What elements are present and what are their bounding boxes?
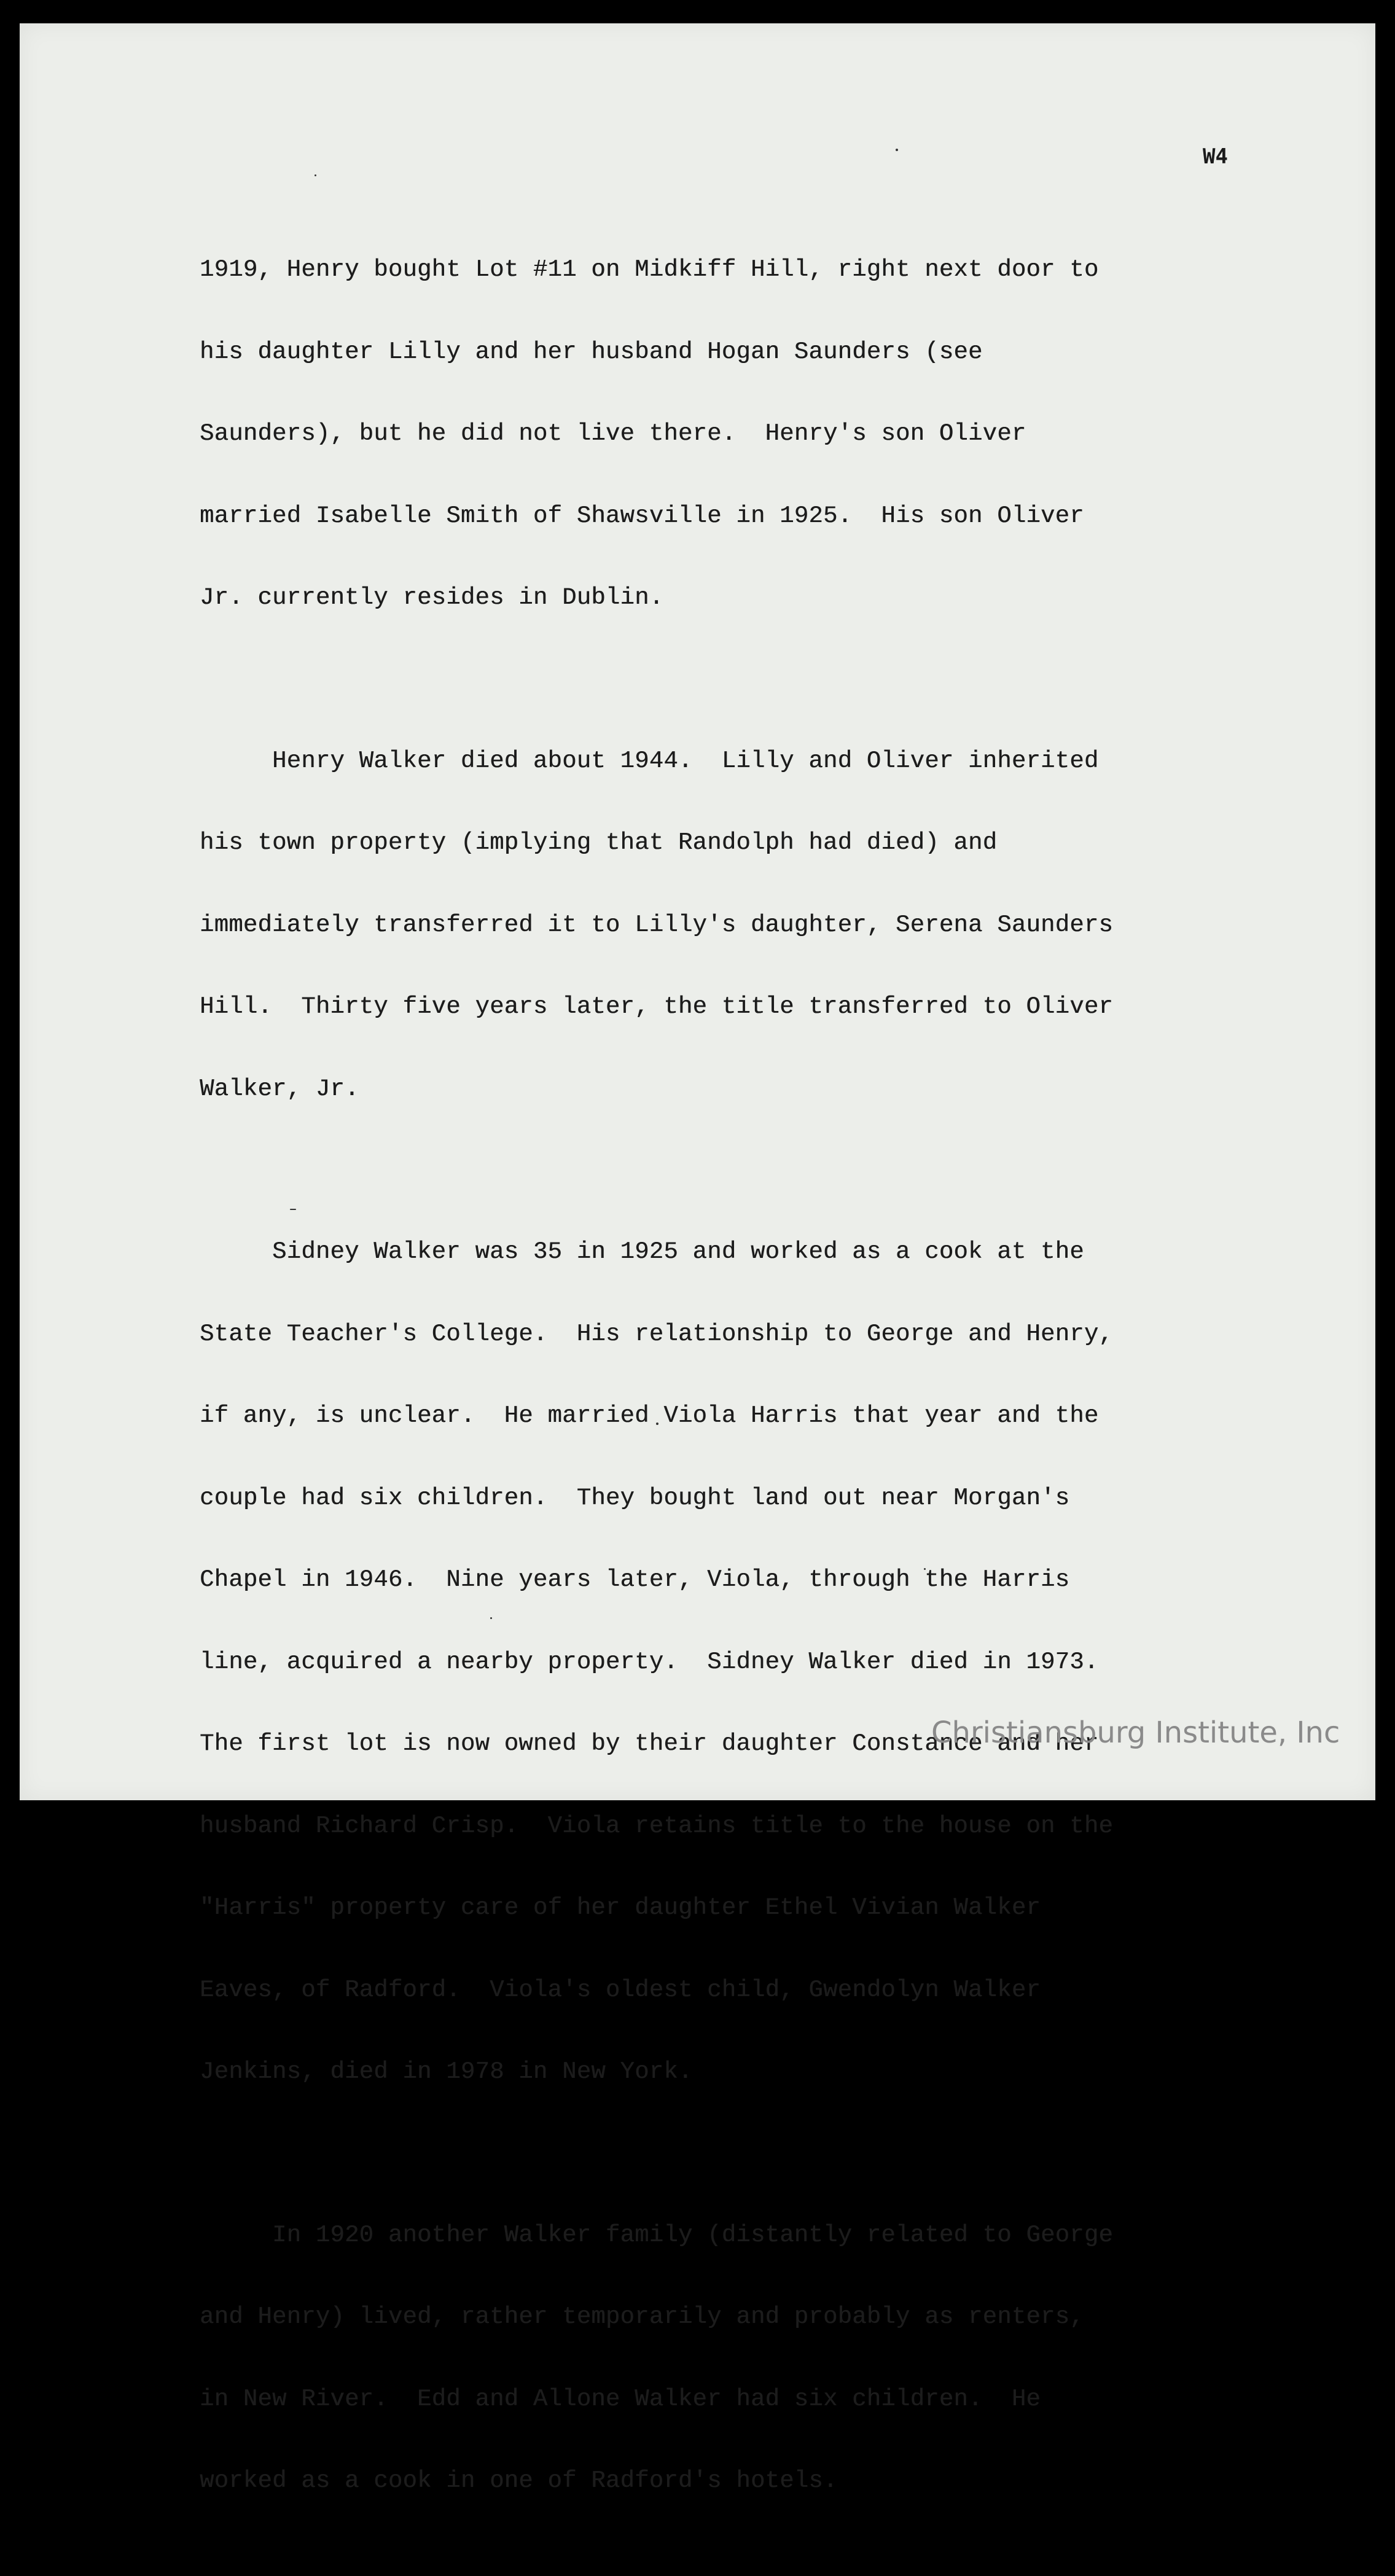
text-line: Hill. Thirty five years later, the title transferred to Oliver (200, 993, 1114, 1020)
paper-speck (315, 174, 316, 176)
text-line: married Isabelle Smith of Shawsville in 1925. His son Oliver (200, 502, 1084, 529)
text-line: in New River. Edd and Allone Walker had six children. He (200, 2385, 1041, 2413)
text-line: his town property (implying that Randolph had died) and (200, 829, 998, 856)
text-line: Eaves, of Radford. Viola's oldest child, Gwendolyn Walker (200, 1976, 1041, 2004)
page-number: W4 (1203, 144, 1228, 169)
text-line: husband Richard Crisp. Viola retains title to the house on the (200, 1812, 1114, 1840)
text-line: Jenkins, died in 1978 in New York. (200, 2058, 693, 2085)
text-line: his daughter Lilly and her husband Hogan Saunders (see (200, 338, 983, 365)
paragraph-2 (200, 693, 1256, 1158)
text-line: line, acquired a nearby property. Sidney Walker died in 1973. (200, 1648, 1099, 1676)
text-line: and Henry) lived, rather temporarily and probably as renters, (200, 2303, 1084, 2330)
text-line: 1919, Henry bought Lot #11 on Midkiff Hill, right next door to (200, 256, 1099, 283)
text-line: couple had six children. They bought land out near Morgan's (200, 1484, 1070, 1512)
paragraph-4 (200, 2167, 1256, 2550)
text-line: The first lot is now owned by their daughter Constance and her (200, 1730, 1099, 1757)
text-line: Sidney Walker was 35 in 1925 and worked as a cook at the (200, 1238, 1084, 1265)
text-line: Walker, Jr. (200, 1075, 359, 1103)
text-line: Chapel in 1946. Nine years later, Viola, through the Harris (200, 1566, 1070, 1593)
text-line: Saunders), but he did not live there. Henry's son Oliver (200, 420, 1026, 447)
text-line: immediately transferred it to Lilly's daughter, Serena Saunders (200, 911, 1114, 939)
watermark: Christiansburg Institute, Inc (931, 1715, 1340, 1750)
text-line: State Teacher's College. His relationship to George and Henry, (200, 1320, 1114, 1348)
text-line: In 1920 another Walker family (distantly related to George (200, 2221, 1114, 2249)
text-line: Henry Walker died about 1944. Lilly and Oliver inherited (200, 747, 1099, 775)
text-line: if any, is unclear. He married Viola Harris that year and the (200, 1402, 1099, 1429)
text-line: "Harris" property care of her daughter Ethel Vivian Walker (200, 1894, 1041, 1921)
text-line: worked as a cook in one of Radford's hotels. (200, 2467, 838, 2494)
text-line: Jr. currently resides in Dublin. (200, 584, 664, 611)
body-text (200, 201, 1256, 2576)
paper-speck (896, 149, 898, 151)
paragraph-3 (200, 1184, 1256, 2141)
paragraph-1 (200, 201, 1256, 666)
